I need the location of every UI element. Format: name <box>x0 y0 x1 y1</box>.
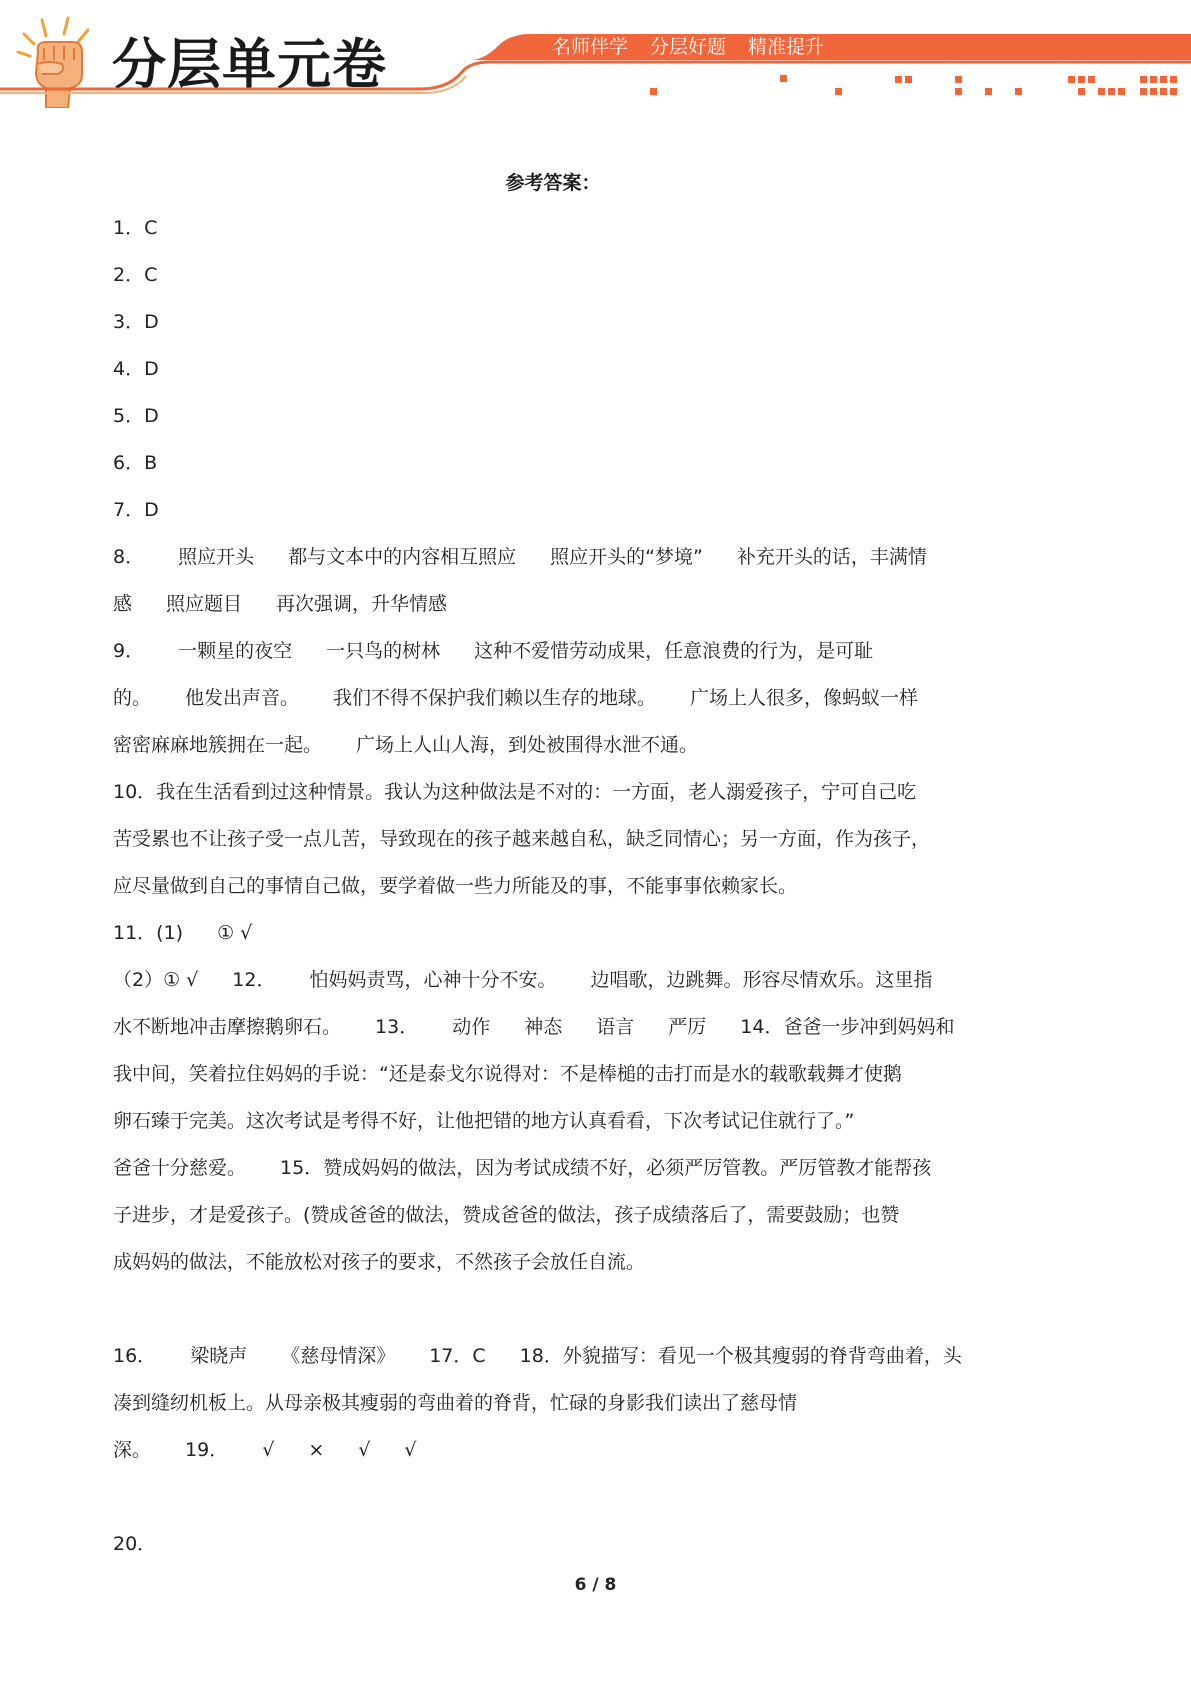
answer-segment: 广场上人山人海，到处被围得水泄不通。 <box>356 734 699 756</box>
answer-line <box>113 1333 993 1380</box>
answer-segment: × <box>308 1439 325 1461</box>
answer-segment: 怕妈妈责骂，心神十分不安。 <box>309 969 557 991</box>
answer-line <box>113 1098 993 1145</box>
answer-segment: 严厉 <box>668 1016 707 1038</box>
answer-segment: 17．C <box>429 1345 486 1367</box>
answer-line <box>113 863 993 910</box>
answer-segment: 8． <box>113 546 145 568</box>
answer-segment: 4．D <box>113 358 159 380</box>
answer-segment: 7．D <box>113 499 159 521</box>
answer-line <box>113 1521 993 1568</box>
slogan-item: 精准提升 <box>748 36 825 58</box>
answer-line <box>113 910 993 957</box>
answer-segment: 应尽量做到自己的事情自己做，要学着做一些力所能及的事，不能事事依赖家长。 <box>113 875 798 897</box>
answer-line <box>113 393 993 440</box>
answer-segment: 16． <box>113 1345 157 1367</box>
decorative-squares <box>0 0 1191 110</box>
answer-line <box>113 1145 993 1192</box>
answer-segment: 19． <box>185 1439 229 1461</box>
answer-segment: 10．我在生活看到过这种情景。我认为这种做法是不对的：一方面，老人溺爱孩子，宁可自己吃 <box>113 781 917 803</box>
answer-segment: 13． <box>375 1016 419 1038</box>
answer-segment: 20． <box>113 1533 157 1555</box>
answer-line <box>113 769 993 816</box>
answer-segment: 3．D <box>113 311 159 333</box>
answer-segment: √ <box>358 1439 371 1461</box>
answer-segment: 密密麻麻地簇拥在一起。 <box>113 734 323 756</box>
answer-segment: 9． <box>113 640 145 662</box>
answer-segment: 卵石臻于完美。这次考试是考得不好，让他把错的地方认真看看，下次考试记住就行了。” <box>113 1110 855 1132</box>
blank-line <box>113 1286 993 1333</box>
answer-segment: 一颗星的夜空 <box>178 640 293 662</box>
answer-segment: √ <box>262 1439 275 1461</box>
answer-segment: 凑到缝纫机板上。从母亲极其瘦弱的弯曲着的脊背，忙碌的身影我们读出了慈母情 <box>113 1392 798 1414</box>
answer-segment: 梁晓声 <box>190 1345 248 1367</box>
answer-segment: 边唱歌，边跳舞。形容尽情欢乐。这里指 <box>590 969 933 991</box>
answer-segment: 5．D <box>113 405 159 427</box>
answer-line <box>113 628 993 675</box>
answer-line <box>113 299 993 346</box>
answer-line <box>113 722 993 769</box>
answer-line <box>113 1427 993 1474</box>
answer-line <box>113 1192 993 1239</box>
answer-line <box>113 816 993 863</box>
answer-segment: 语言 <box>596 1016 635 1038</box>
answer-segment: 都与文本中的内容相互照应 <box>288 546 517 568</box>
slogan-item: 分层好题 <box>650 36 727 58</box>
answer-segment: 11．(1) <box>113 922 184 944</box>
answer-line <box>113 346 993 393</box>
answer-line <box>113 440 993 487</box>
answer-segment: 的。 <box>113 687 152 709</box>
answer-segment: 感 <box>113 593 133 615</box>
answer-segment: 动作 <box>452 1016 491 1038</box>
answer-segment: 水不断地冲击摩擦鹅卵石。 <box>113 1016 342 1038</box>
page-title: 参考答案： <box>505 172 601 194</box>
answer-segment: 12． <box>232 969 276 991</box>
answer-segment: 照应题目 <box>166 593 243 615</box>
answer-segment: （2）① √ <box>113 969 199 991</box>
answer-line <box>113 534 993 581</box>
answer-segment: 这种不爱惜劳动成果，任意浪费的行为，是可耻 <box>474 640 874 662</box>
answer-segment: 照应开头 <box>178 546 255 568</box>
answer-segment: 成妈妈的做法，不能放松对孩子的要求，不然孩子会放任自流。 <box>113 1251 646 1273</box>
answer-line <box>113 957 993 1004</box>
answer-segment: 他发出声音。 <box>185 687 300 709</box>
answer-segment: 15．赞成妈妈的做法，因为考试成绩不好，必须严厉管教。严厉管教才能帮孩 <box>280 1157 932 1179</box>
answer-line <box>113 205 993 252</box>
answer-segment: 子进步，才是爱孩子。(赞成爸爸的做法，赞成爸爸的做法，孩子成绩落后了，需要鼓励；也赞 <box>113 1204 900 1226</box>
answer-line <box>113 252 993 299</box>
answer-lines <box>113 205 993 1568</box>
answer-segment: ① √ <box>217 922 253 944</box>
answer-segment: √ <box>404 1439 417 1461</box>
answer-line <box>113 1004 993 1051</box>
answer-line <box>113 487 993 534</box>
answer-segment: 照应开头的“梦境” <box>550 546 703 568</box>
answer-segment: 2．C <box>113 264 158 286</box>
answer-line <box>113 1380 993 1427</box>
answer-content <box>113 160 993 1568</box>
answer-segment: 《慈母情深》 <box>281 1345 396 1367</box>
page-header <box>0 0 1191 110</box>
answer-segment: 深。 <box>113 1439 152 1461</box>
answer-segment: 我中间，笑着拉住妈妈的手说：“还是泰戈尔说得对：不是棒槌的击打而是水的载歌载舞才使鹅 <box>113 1063 902 1085</box>
blank-line <box>113 1474 993 1521</box>
answer-segment: 我们不得不保护我们赖以生存的地球。 <box>333 687 657 709</box>
answer-segment: 14．爸爸一步冲到妈妈和 <box>740 1016 955 1038</box>
page-number: 6 / 8 <box>574 1575 617 1595</box>
brand-title: 分层单元卷 <box>112 33 387 96</box>
slogan-item: 名师伴学 <box>552 36 629 58</box>
answer-segment: 神态 <box>524 1016 563 1038</box>
answer-segment: 再次强调，升华情感 <box>276 593 448 615</box>
answer-segment: 1．C <box>113 217 158 239</box>
answer-line <box>113 581 993 628</box>
answer-line <box>113 1051 993 1098</box>
answer-line <box>113 675 993 722</box>
answer-segment: 补充开头的话，丰满情 <box>736 546 927 568</box>
answer-segment: 广场上人很多，像蚂蚁一样 <box>690 687 919 709</box>
answer-segment: 18．外貌描写：看见一个极其瘦弱的脊背弯曲着，头 <box>519 1345 962 1367</box>
answer-segment: 一只鸟的树林 <box>326 640 441 662</box>
answer-line <box>113 1239 993 1286</box>
answer-segment: 爸爸十分慈爱。 <box>113 1157 247 1179</box>
answer-segment: 6．B <box>113 452 158 474</box>
answer-segment: 苦受累也不让孩子受一点儿苦，导致现在的孩子越来越自私，缺乏同情心；另一方面，作为孩子， <box>113 828 931 850</box>
